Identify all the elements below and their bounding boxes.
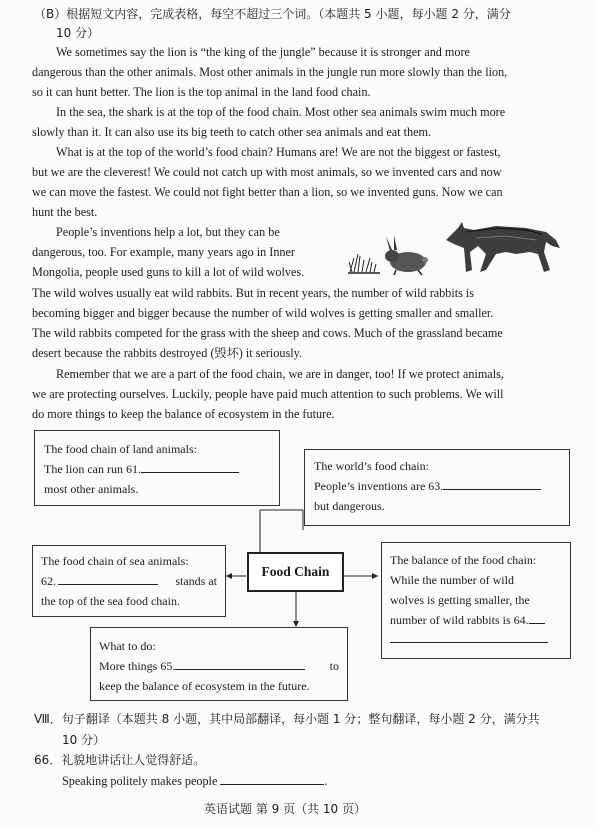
question-66-english: Speaking politely makes people <box>62 774 218 788</box>
question-66-chinese: 66．礼貌地讲话让人觉得舒适。 <box>34 753 206 767</box>
answer-blank-65[interactable] <box>175 658 305 670</box>
answer-blank-66[interactable] <box>220 773 324 785</box>
passage-line: dangerous than the other animals. Most other animals in the jungle run more slowly than the lion, <box>32 65 508 79</box>
passage-line: Mongolia, people used guns to kill a lot of wild wolves. <box>32 265 305 279</box>
land-box-title: The food chain of land animals: <box>44 442 197 456</box>
balance-food-chain-box <box>381 542 571 659</box>
answer-blank-64-cont[interactable] <box>390 631 548 643</box>
passage-line: slowly than it. It can also use its big teeth to catch other sea animals and eat them. <box>32 125 432 139</box>
world-box-line2: but dangerous. <box>314 499 385 513</box>
passage-line: What is at the top of the world’s food chain? Humans are! We are not the biggest or fastest, <box>56 145 501 159</box>
answer-blank-63[interactable] <box>443 478 541 490</box>
passage-line: so it can hunt better. The lion is the top animal in the land food chain. <box>32 85 371 99</box>
passage-line: desert because the rabbits destroyed (毁坏) it seriously. <box>32 346 302 360</box>
page-footer: 英语试题 第 9 页（共 10 页） <box>204 802 366 816</box>
world-food-chain-box <box>304 449 570 526</box>
todo-box-line1: More things 65. <box>99 659 176 673</box>
passage-line: In the sea, the shark is at the top of the food chain. Most other sea animals swim much more <box>56 105 506 119</box>
world-box-line1: People’s inventions are 63. <box>314 479 444 493</box>
answer-blank-61[interactable] <box>141 461 239 473</box>
balance-box-line3: number of wild rabbits is 64. <box>390 613 529 627</box>
passage-line: we are protecting ourselves. Luckily, people have paid much attention to such problems. We will <box>32 387 504 401</box>
section-b-heading: （B）根据短文内容，完成表格，每空不超过三个词。（本题共 5 小题，每小题 2 分，满分 <box>34 7 511 21</box>
sea-box-title: The food chain of sea animals: <box>41 554 189 568</box>
food-chain-center-box: Food Chain <box>247 552 344 592</box>
passage-line: Remember that we are a part of the food chain, we are in danger, too! If we protect animals, <box>56 367 504 381</box>
passage-line: People’s inventions help a lot, but they can be <box>56 225 280 239</box>
passage-line: We sometimes say the lion is “the king of the jungle” because it is stronger and more <box>56 45 470 59</box>
passage-line: we can move the fastest. We could not fight better than a lion, so we invented guns. Now we can <box>32 185 503 199</box>
sea-food-chain-box <box>32 545 226 617</box>
section-viii-heading: Ⅷ．句子翻译（本题共 8 小题，其中局部翻译，每小题 1 分；整句翻译，每小题 2 分，满分共 <box>34 712 540 726</box>
passage-line: but we are the cleverest! We could not catch up with most animals, so we invented cars and now <box>32 165 502 179</box>
balance-box-line1: While the number of wild <box>390 573 514 587</box>
land-food-chain-box <box>34 430 280 506</box>
passage-line: becoming bigger and bigger because the number of wild wolves is getting smaller and smaller. <box>32 306 494 320</box>
passage-line: hunt the best. <box>32 205 98 219</box>
sea-box-line2: the top of the sea food chain. <box>41 594 180 608</box>
land-box-line1: The lion can run 61. <box>44 462 141 476</box>
answer-blank-62[interactable] <box>58 573 158 585</box>
passage-line: dangerous, too. For example, many years ago in Inner <box>32 245 295 259</box>
balance-box-line2: wolves is getting smaller, the <box>390 593 530 607</box>
todo-box-line1-tail: to <box>329 659 339 673</box>
balance-box-title: The balance of the food chain: <box>390 553 537 567</box>
passage-line: The wild wolves usually eat wild rabbits. But in recent years, the number of wild rabbits is <box>32 286 475 300</box>
what-to-do-box <box>90 627 348 701</box>
section-b-heading-cont: 10 分） <box>56 26 100 40</box>
world-box-title: The world’s food chain: <box>314 459 429 473</box>
sea-box-line1-num: 62. <box>41 574 56 588</box>
passage-line: The wild rabbits competed for the grass with the sheep and cows. Much of the grassland became <box>32 326 503 340</box>
todo-box-line2: keep the balance of ecosystem in the future. <box>99 679 310 693</box>
land-box-line2: most other animals. <box>44 482 139 496</box>
passage-line: do more things to keep the balance of ecosystem in the future. <box>32 407 335 421</box>
section-viii-heading-cont: 10 分） <box>62 733 106 747</box>
answer-blank-64[interactable] <box>529 612 545 624</box>
todo-box-title: What to do: <box>99 639 156 653</box>
sea-box-line1-tail: stands at <box>175 574 217 588</box>
